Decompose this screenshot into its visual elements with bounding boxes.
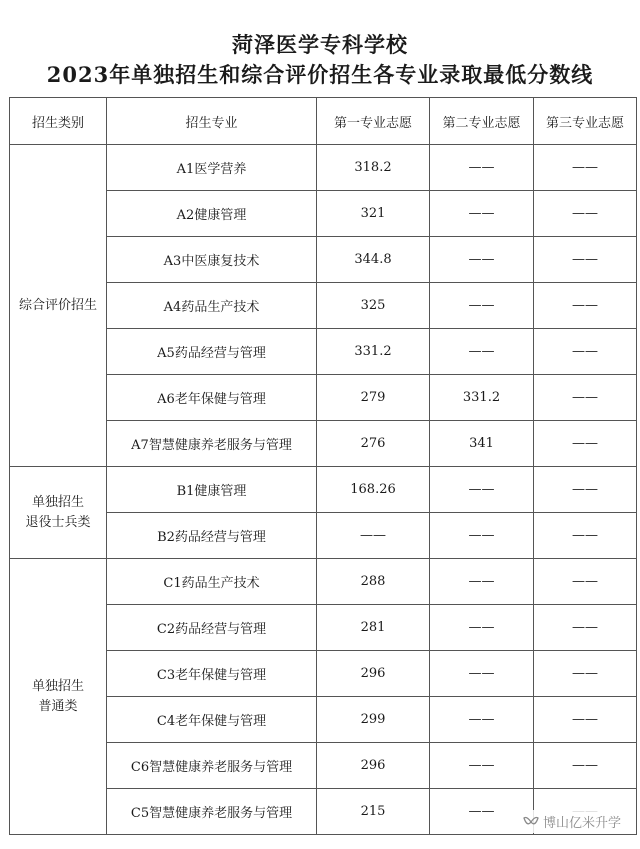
major-cell: C2药品经营与管理 <box>107 605 317 651</box>
third-choice-score: —— <box>534 283 637 329</box>
first-choice-score: 281 <box>317 605 430 651</box>
third-choice-score: —— <box>534 697 637 743</box>
second-choice-score: —— <box>430 513 534 559</box>
first-choice-score: 321 <box>317 191 430 237</box>
category-cell: 单独招生 普通类 <box>10 559 107 835</box>
first-choice-score: 215 <box>317 789 430 835</box>
major-cell: A4药品生产技术 <box>107 283 317 329</box>
major-cell: A2健康管理 <box>107 191 317 237</box>
third-choice-score: —— <box>534 467 637 513</box>
header-major: 招生专业 <box>107 98 317 145</box>
first-choice-score: 299 <box>317 697 430 743</box>
third-choice-score: —— <box>534 651 637 697</box>
first-choice-score: 168.26 <box>317 467 430 513</box>
second-choice-score: —— <box>430 605 534 651</box>
third-choice-score: —— <box>534 191 637 237</box>
major-cell: C6智慧健康养老服务与管理 <box>107 743 317 789</box>
watermark <box>520 810 624 833</box>
first-choice-score: 296 <box>317 743 430 789</box>
second-choice-score: —— <box>430 145 534 191</box>
third-choice-score: —— <box>534 421 637 467</box>
first-choice-score: —— <box>317 513 430 559</box>
first-choice-score: 288 <box>317 559 430 605</box>
first-choice-score: 344.8 <box>317 237 430 283</box>
second-choice-score: —— <box>430 467 534 513</box>
first-choice-score: 296 <box>317 651 430 697</box>
first-choice-score: 331.2 <box>317 329 430 375</box>
major-cell: C3老年保健与管理 <box>107 651 317 697</box>
header-first-choice: 第一专业志愿 <box>317 98 430 145</box>
second-choice-score: —— <box>430 559 534 605</box>
major-cell: A3中医康复技术 <box>107 237 317 283</box>
header-second-choice: 第二专业志愿 <box>430 98 534 145</box>
third-choice-score: —— <box>534 743 637 789</box>
major-cell: A6老年保健与管理 <box>107 375 317 421</box>
table-row <box>10 145 637 191</box>
second-choice-score: —— <box>430 283 534 329</box>
major-cell: B1健康管理 <box>107 467 317 513</box>
table-row <box>10 467 637 513</box>
second-choice-score: —— <box>430 743 534 789</box>
table-body <box>10 145 637 835</box>
table-header-row <box>10 98 637 145</box>
third-choice-score: —— <box>534 145 637 191</box>
major-cell: A5药品经营与管理 <box>107 329 317 375</box>
first-choice-score: 279 <box>317 375 430 421</box>
second-choice-score: 331.2 <box>430 375 534 421</box>
third-choice-score: —— <box>534 513 637 559</box>
major-cell: A7智慧健康养老服务与管理 <box>107 421 317 467</box>
second-choice-score: 341 <box>430 421 534 467</box>
major-cell: A1医学营养 <box>107 145 317 191</box>
third-choice-score: —— <box>534 605 637 651</box>
major-cell: B2药品经营与管理 <box>107 513 317 559</box>
table-row <box>10 559 637 605</box>
third-choice-score: —— <box>534 237 637 283</box>
second-choice-score: —— <box>430 697 534 743</box>
admission-score-table <box>9 97 637 835</box>
first-choice-score: 325 <box>317 283 430 329</box>
header-third-choice: 第三专业志愿 <box>534 98 637 145</box>
third-choice-score: —— <box>534 329 637 375</box>
page-subtitle: 2023年单独招生和综合评价招生各专业录取最低分数线 <box>46 62 594 87</box>
header-category: 招生类别 <box>10 98 107 145</box>
second-choice-score: —— <box>430 329 534 375</box>
page-title: 菏泽医学专科学校 <box>232 32 408 57</box>
major-cell: C4老年保健与管理 <box>107 697 317 743</box>
second-choice-score: —— <box>430 789 534 835</box>
wechat-channel-icon <box>523 815 539 829</box>
second-choice-score: —— <box>430 651 534 697</box>
major-cell: C5智慧健康养老服务与管理 <box>107 789 317 835</box>
third-choice-score: —— <box>534 559 637 605</box>
major-cell: C1药品生产技术 <box>107 559 317 605</box>
category-cell: 单独招生 退役士兵类 <box>10 467 107 559</box>
third-choice-score: —— <box>534 375 637 421</box>
category-cell: 综合评价招生 <box>10 145 107 467</box>
watermark-text: 博山亿米升学 <box>542 816 621 831</box>
second-choice-score: —— <box>430 191 534 237</box>
second-choice-score: —— <box>430 237 534 283</box>
first-choice-score: 318.2 <box>317 145 430 191</box>
first-choice-score: 276 <box>317 421 430 467</box>
